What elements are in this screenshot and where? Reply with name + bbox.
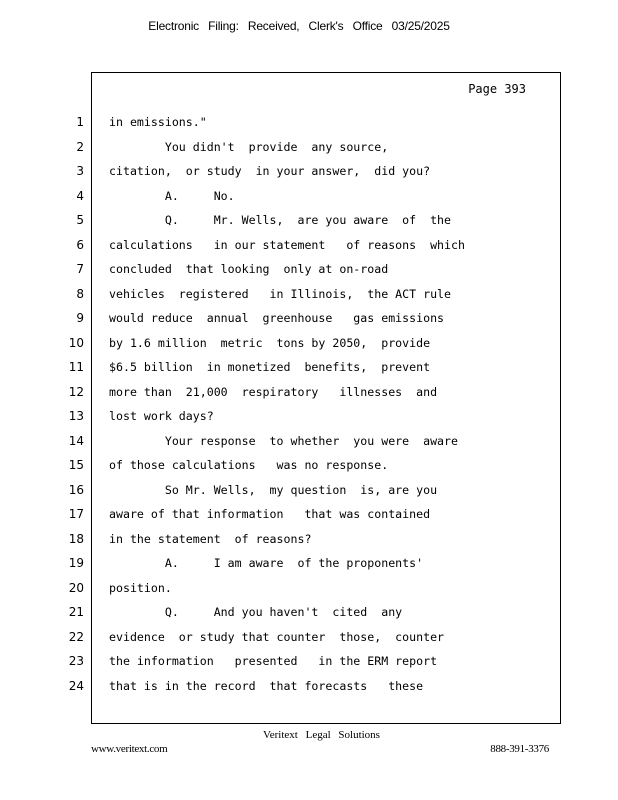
transcript-line: aware of that information that was contained bbox=[109, 507, 431, 521]
line-number: 2 bbox=[76, 139, 84, 154]
footer-company: Veritext Legal Solutions bbox=[263, 729, 380, 741]
line-number: 22 bbox=[68, 629, 84, 644]
transcript-line: A. No. bbox=[109, 188, 235, 203]
footer-phone: 888-391-3376 bbox=[490, 743, 549, 755]
transcript-line: by 1.6 million metric tons by 2050, provide bbox=[109, 335, 431, 350]
transcript-line: $6.5 billion in monetized benefits, prevent bbox=[109, 360, 431, 374]
footer-website: www.veritext.com bbox=[91, 743, 168, 755]
transcript-line: A. I am aware of the proponents' bbox=[109, 556, 424, 570]
line-number: 10 bbox=[68, 335, 84, 350]
transcript-line: vehicles registered in Illinois, the ACT rule bbox=[109, 286, 452, 301]
line-number: 11 bbox=[68, 360, 84, 374]
transcript-line: concluded that looking only at on-road bbox=[109, 262, 389, 276]
line-number: 17 bbox=[68, 507, 84, 521]
line-number: 3 bbox=[76, 164, 84, 178]
line-number: 24 bbox=[68, 678, 84, 693]
filing-stamp: Electronic Filing: Received, Clerk's Office 03/25/2025 bbox=[148, 19, 450, 33]
line-number: 4 bbox=[76, 188, 84, 203]
line-number: 12 bbox=[68, 384, 84, 399]
transcript-line: calculations in our statement of reasons which bbox=[109, 237, 465, 252]
transcript-line: in the statement of reasons? bbox=[109, 531, 312, 546]
line-number: 9 bbox=[76, 311, 84, 325]
transcript-line: more than 21,000 respiratory illnesses and bbox=[109, 384, 438, 399]
transcript-line: of those calculations was no response. bbox=[109, 458, 389, 472]
line-number: 6 bbox=[76, 237, 84, 252]
line-number: 16 bbox=[68, 482, 84, 497]
transcript-line: lost work days? bbox=[109, 409, 214, 423]
line-number: 15 bbox=[68, 458, 84, 472]
line-number: 14 bbox=[68, 433, 84, 448]
line-number: 21 bbox=[68, 605, 84, 619]
transcript-line: citation, or study in your answer, did you? bbox=[109, 164, 431, 178]
page-number: Page 393 bbox=[468, 82, 526, 96]
transcript-line: Q. And you haven't cited any bbox=[109, 605, 403, 619]
line-number: 7 bbox=[76, 262, 84, 276]
transcript-line: in emissions." bbox=[109, 115, 207, 129]
transcript-line: Your response to whether you were aware bbox=[109, 433, 459, 448]
line-number: 13 bbox=[68, 409, 84, 423]
line-number: 1 bbox=[76, 115, 84, 129]
transcript-line: position. bbox=[109, 580, 172, 595]
line-number: 8 bbox=[76, 286, 84, 301]
transcript-line: So Mr. Wells, my question is, are you bbox=[109, 482, 438, 497]
line-number: 23 bbox=[68, 654, 84, 668]
transcript-line: the information presented in the ERM report bbox=[109, 654, 438, 668]
transcript-line: Q. Mr. Wells, are you aware of the bbox=[109, 213, 452, 227]
transcript-text bbox=[109, 110, 549, 698]
line-number: 19 bbox=[68, 556, 84, 570]
transcript-line: You didn't provide any source, bbox=[109, 139, 389, 154]
transcript-line: would reduce annual greenhouse gas emissions bbox=[109, 311, 445, 325]
line-number: 20 bbox=[68, 580, 84, 595]
transcript-line: evidence or study that counter those, counter bbox=[109, 629, 445, 644]
line-number: 18 bbox=[68, 531, 84, 546]
line-number: 5 bbox=[76, 213, 84, 227]
transcript-line: that is in the record that forecasts these bbox=[109, 678, 424, 693]
line-number-column bbox=[0, 110, 84, 698]
